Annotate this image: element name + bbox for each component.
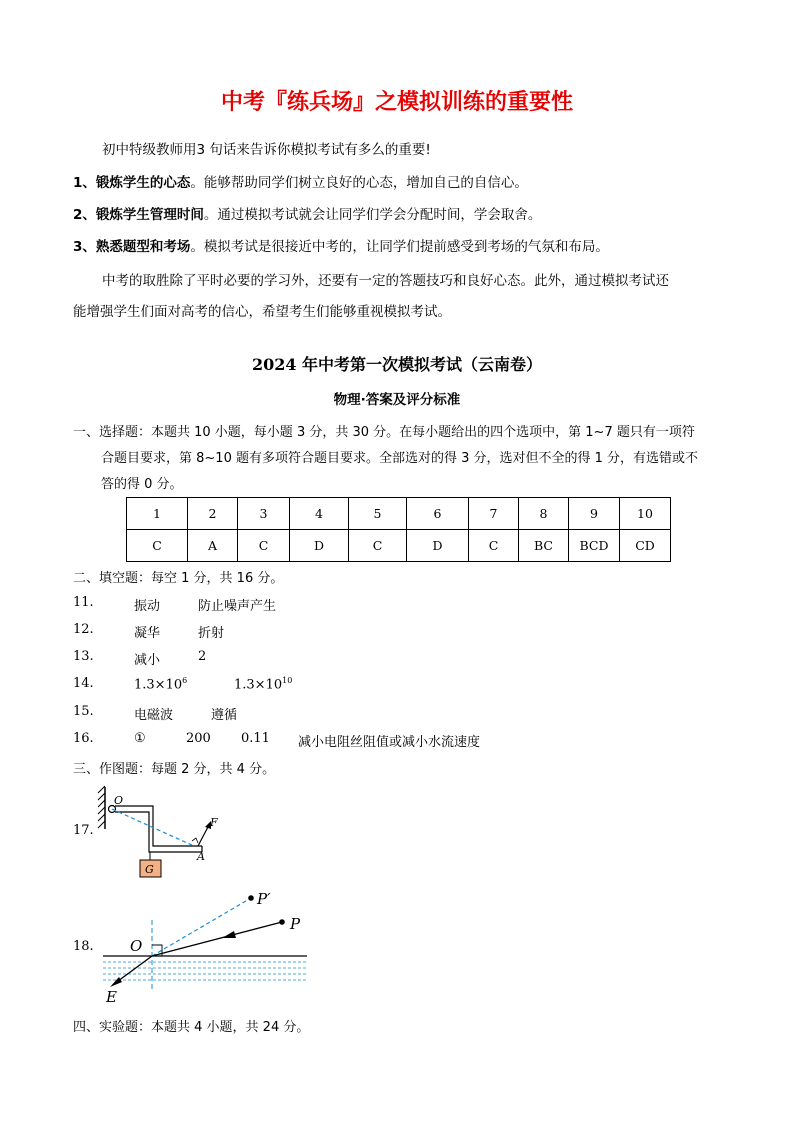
water-lines: [103, 962, 307, 980]
point-2-head: 2、锻炼学生管理时间: [73, 207, 204, 223]
section3-heading: 三、作图题：每题 2 分，共 4 分。: [73, 762, 276, 777]
point-p-prime: [248, 895, 254, 901]
table-cell: 3: [238, 498, 290, 530]
exam-subtitle: 物理·答案及评分标准: [333, 392, 461, 408]
incident-arrowhead: [222, 931, 236, 938]
right-angle-mark: [192, 838, 198, 843]
table-cell: 10: [620, 498, 671, 530]
q18-number: 18.: [73, 939, 94, 954]
answer-table-answer-row: [127, 530, 671, 562]
intro-text: 初中特级教师用3 句话来告诉你模拟考试有多么的重要!: [102, 142, 431, 158]
label-p: P: [290, 915, 301, 933]
page-title: 中考『练兵场』之模拟训练的重要性: [220, 90, 573, 115]
q14-answer-2-base: 1.3×10: [234, 677, 283, 693]
table-cell: BC: [519, 530, 569, 562]
q14-answer-2: [234, 676, 292, 692]
point-1-body: 。能够帮助同学们树立良好的心态，增加自己的自信心。: [190, 175, 528, 191]
q12-answer-2: 折射: [198, 626, 225, 641]
table-cell: BCD: [569, 530, 620, 562]
refracted-arrowhead: [110, 977, 122, 987]
table-cell: 7: [469, 498, 519, 530]
q16-number: 16.: [73, 731, 94, 746]
q16-answer-4: 减小电阻丝阻值或减小水流速度: [298, 735, 481, 750]
q12-answer-1: 凝华: [134, 626, 161, 641]
table-cell: D: [407, 530, 469, 562]
q15-number: 15.: [73, 704, 94, 719]
answer-table-number-row: [127, 498, 671, 530]
point-3-body: 。模拟考试是很接近中考的，让同学们提前感受到考场的气氛和布局。: [190, 239, 609, 255]
table-cell: 4: [290, 498, 349, 530]
point-2-body: 。通过模拟考试就会让同学们学会分配时间，学会取舍。: [203, 207, 542, 223]
table-cell: C: [127, 530, 188, 562]
point-1: [73, 171, 528, 191]
table-cell: 6: [407, 498, 469, 530]
q11-answer-2: 防止噪声产生: [198, 599, 277, 614]
q13-answer-2: 2: [198, 649, 207, 664]
point-3-head: 3、熟悉题型和考场: [73, 239, 191, 255]
q16-answer-2: 200: [186, 731, 211, 746]
section1-line2: 合题目要求，第 8~10 题有多项符合题目要求。全部选对的得 3 分，选对但不全的得 1 分，有选错或不: [101, 451, 699, 466]
table-cell: C: [349, 530, 407, 562]
q16-answer-3: 0.11: [241, 731, 270, 746]
q15-answer-1: 电磁波: [134, 708, 174, 723]
closing-line-2: 能增强学生们面对高考的信心，希望考生们能够重视模拟考试。: [73, 304, 451, 320]
label-g: G: [145, 863, 154, 876]
table-cell: 8: [519, 498, 569, 530]
table-cell: 2: [188, 498, 238, 530]
refraction-diagram: [100, 882, 315, 1007]
point-2: [73, 203, 541, 223]
table-cell: 9: [569, 498, 620, 530]
q13-answer-1: 减小: [134, 653, 161, 668]
table-cell: A: [188, 530, 238, 562]
q14-answer-1-exp: 6: [182, 676, 188, 685]
table-cell: 5: [349, 498, 407, 530]
label-a: A: [197, 850, 205, 863]
wall-hatching: [98, 786, 105, 828]
q11-answer-1: 振动: [134, 599, 161, 614]
section1-line1: 一、选择题：本题共 10 小题，每小题 3 分，共 30 分。在每小题给出的四个选项中，第 1~7 题只有一项符: [73, 425, 695, 440]
answer-table: [126, 497, 671, 562]
incident-ray: [152, 922, 282, 956]
point-1-head: 1、锻炼学生的心态: [73, 175, 191, 191]
label-p-prime: P′: [257, 890, 271, 908]
exam-title: 2024 年中考第一次模拟考试（云南卷）: [251, 355, 543, 374]
table-cell: C: [469, 530, 519, 562]
section4-heading: 四、实验题：本题共 4 小题，共 24 分。: [73, 1020, 310, 1035]
table-cell: 1: [127, 498, 188, 530]
point-p: [279, 919, 285, 925]
q15-answer-2: 遵循: [211, 708, 238, 723]
label-o: O: [114, 794, 124, 807]
q16-answer-1: ①: [134, 731, 146, 746]
force-f-arrow: [198, 825, 209, 846]
q12-number: 12.: [73, 622, 94, 637]
q14-answer-1-base: 1.3×10: [134, 677, 183, 693]
label-o: O: [130, 937, 143, 955]
q13-number: 13.: [73, 649, 94, 664]
point-3: [73, 235, 609, 255]
section2-heading: 二、填空题：每空 1 分，共 16 分。: [73, 571, 284, 586]
q11-number: 11.: [73, 595, 94, 610]
q14-number: 14.: [73, 676, 94, 691]
lever-diagram: [95, 783, 230, 883]
closing-line-1: 中考的取胜除了平时必要的学习外，还要有一定的答题技巧和良好心态。此外，通过模拟考试还: [102, 273, 669, 289]
label-e: E: [106, 988, 117, 1006]
virtual-ray: [152, 898, 251, 956]
q17-number: 17.: [73, 823, 94, 838]
label-f: F: [210, 816, 218, 829]
q14-answer-1: [134, 676, 187, 692]
table-cell: CD: [620, 530, 671, 562]
section1-line3: 答的得 0 分。: [101, 477, 183, 492]
table-cell: D: [290, 530, 349, 562]
table-cell: C: [238, 530, 290, 562]
q14-answer-2-exp: 10: [282, 676, 293, 685]
